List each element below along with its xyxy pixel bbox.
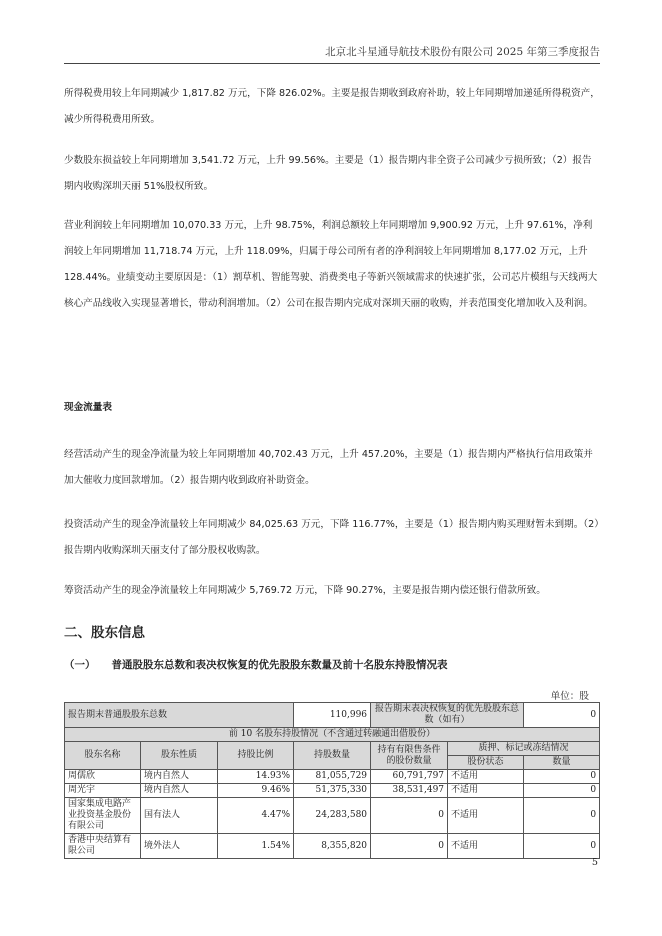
holder-nature: 境内自然人: [141, 784, 218, 798]
top10-caption: 前 10 名股东持股情况（不含通过转融通出借股份）: [65, 728, 600, 742]
subsection-number: （一）: [64, 659, 96, 671]
holder-amount: 0: [524, 770, 600, 784]
holder-amount: 0: [524, 798, 600, 834]
holder-amount: 0: [524, 834, 600, 859]
col-header-restricted: 持有有限售条件的股份数量: [371, 742, 448, 770]
holder-name: 周光宇: [65, 784, 141, 798]
operating-profit-paragraph: 营业利润较上年同期增加 10,070.33 万元，上升 98.75%，利润总额较上年同期增加 9,900.92 万元，上升 97.61%，净利润较上年同期增加 11,718.74 万元，上升 118.09%，归属于母公司所有者的净利润较上年同期增加 8,177.02 万元，上升 128.44%。业绩变动主要原因是：（1）割草机、智能驾驶、消费类电子等新兴领域需求的快速扩张，公司芯片模组与天线两大核心产品线收入实现显著增长，带动利润增加。（2）公司在报告期内完成对深圳天丽的收购，并表范围变化增加收入及利润。: [64, 220, 598, 309]
table-row: [65, 834, 600, 859]
col-header-qty: 持股数量: [294, 742, 371, 770]
section-title-shareholders: 二、股东信息: [64, 625, 145, 641]
holder-name: 香港中央结算有限公司: [65, 834, 141, 859]
table-row: [65, 703, 600, 728]
subsection-text: 普通股股东总数和表决权恢复的优先股股东数量及前十名股东持股情况表: [111, 659, 448, 671]
holder-qty: 51,375,330: [294, 784, 371, 798]
col-header-pledge: 质押、标记或冻结情况: [448, 742, 600, 756]
holder-status: 不适用: [448, 798, 524, 834]
holder-qty: 24,283,580: [294, 798, 371, 834]
holder-ratio: 4.47%: [218, 798, 294, 834]
holder-ratio: 1.54%: [218, 834, 294, 859]
page-header: 北京北斗星通导航技术股份有限公司 2025 年第三季度报告: [64, 44, 600, 64]
col-header-nature: 股东性质: [141, 742, 218, 770]
holder-ratio: 14.93%: [218, 770, 294, 784]
holder-status: 不适用: [448, 834, 524, 859]
col-header-name: 股东名称: [65, 742, 141, 770]
total-holders-value: 110,996: [294, 703, 371, 728]
investing-cashflow-paragraph: 投资活动产生的现金净流量较上年同期减少 84,025.63 万元，下降 116.77%，主要是（1）报告期内购买理财暂未到期。（2）报告期内收购深圳天丽支付了部分股权收购款。: [64, 519, 599, 556]
col-header-amount: 数量: [524, 756, 600, 770]
page-number: 5: [591, 857, 598, 868]
table-row: [65, 770, 600, 784]
col-header-status: 股份状态: [448, 756, 524, 770]
total-holders-label: 报告期末普通股股东总数: [65, 703, 294, 728]
cashflow-title: 现金流量表: [64, 402, 112, 413]
holder-amount: 0: [524, 784, 600, 798]
shareholder-table: [64, 702, 600, 859]
holder-name: 国家集成电路产业投资基金股份有限公司: [65, 798, 141, 834]
holder-restricted: 60,791,797: [371, 770, 448, 784]
financing-cashflow-paragraph: 筹资活动产生的现金净流量较上年同期减少 5,769.72 万元，下降 90.27%，主要是报告期内偿还银行借款所致。: [64, 585, 546, 596]
income-tax-paragraph: 所得税费用较上年同期减少 1,817.82 万元，下降 826.02%。主要是报告期收到政府补助，较上年同期增加递延所得税资产，减少所得税费用所致。: [64, 88, 600, 125]
holder-status: 不适用: [448, 770, 524, 784]
pref-holders-value: 0: [524, 703, 600, 728]
holder-restricted: 0: [371, 834, 448, 859]
table-row: [65, 798, 600, 834]
holder-nature: 国有法人: [141, 798, 218, 834]
table-header-row: [65, 742, 600, 756]
holder-qty: 8,355,820: [294, 834, 371, 859]
holder-restricted: 0: [371, 798, 448, 834]
table-row: [65, 784, 600, 798]
holder-ratio: 9.46%: [218, 784, 294, 798]
operating-cashflow-paragraph: 经营活动产生的现金净流量为较上年同期增加 40,702.43 万元，上升 457.20%，主要是（1）报告期内严格执行信用政策并加大催收力度回款增加。（2）报告期内收到政府补助资金。: [64, 449, 593, 486]
holder-name: 周儒欣: [65, 770, 141, 784]
holder-restricted: 38,531,497: [371, 784, 448, 798]
holder-nature: 境外法人: [141, 834, 218, 859]
pref-holders-label: 报告期末表决权恢复的优先股股东总数（如有）: [371, 703, 524, 728]
table-row: [65, 728, 600, 742]
minority-interest-paragraph: 少数股东损益较上年同期增加 3,541.72 万元，上升 99.56%。主要是（1）报告期内非全资子公司减少亏损所致；（2）报告期内收购深圳天丽 51%股权所致。: [64, 155, 592, 192]
unit-label: 单位：股: [550, 691, 589, 702]
col-header-ratio: 持股比例: [218, 742, 294, 770]
subsection-title: [64, 657, 448, 672]
holder-qty: 81,055,729: [294, 770, 371, 784]
holder-nature: 境内自然人: [141, 770, 218, 784]
holder-status: 不适用: [448, 784, 524, 798]
